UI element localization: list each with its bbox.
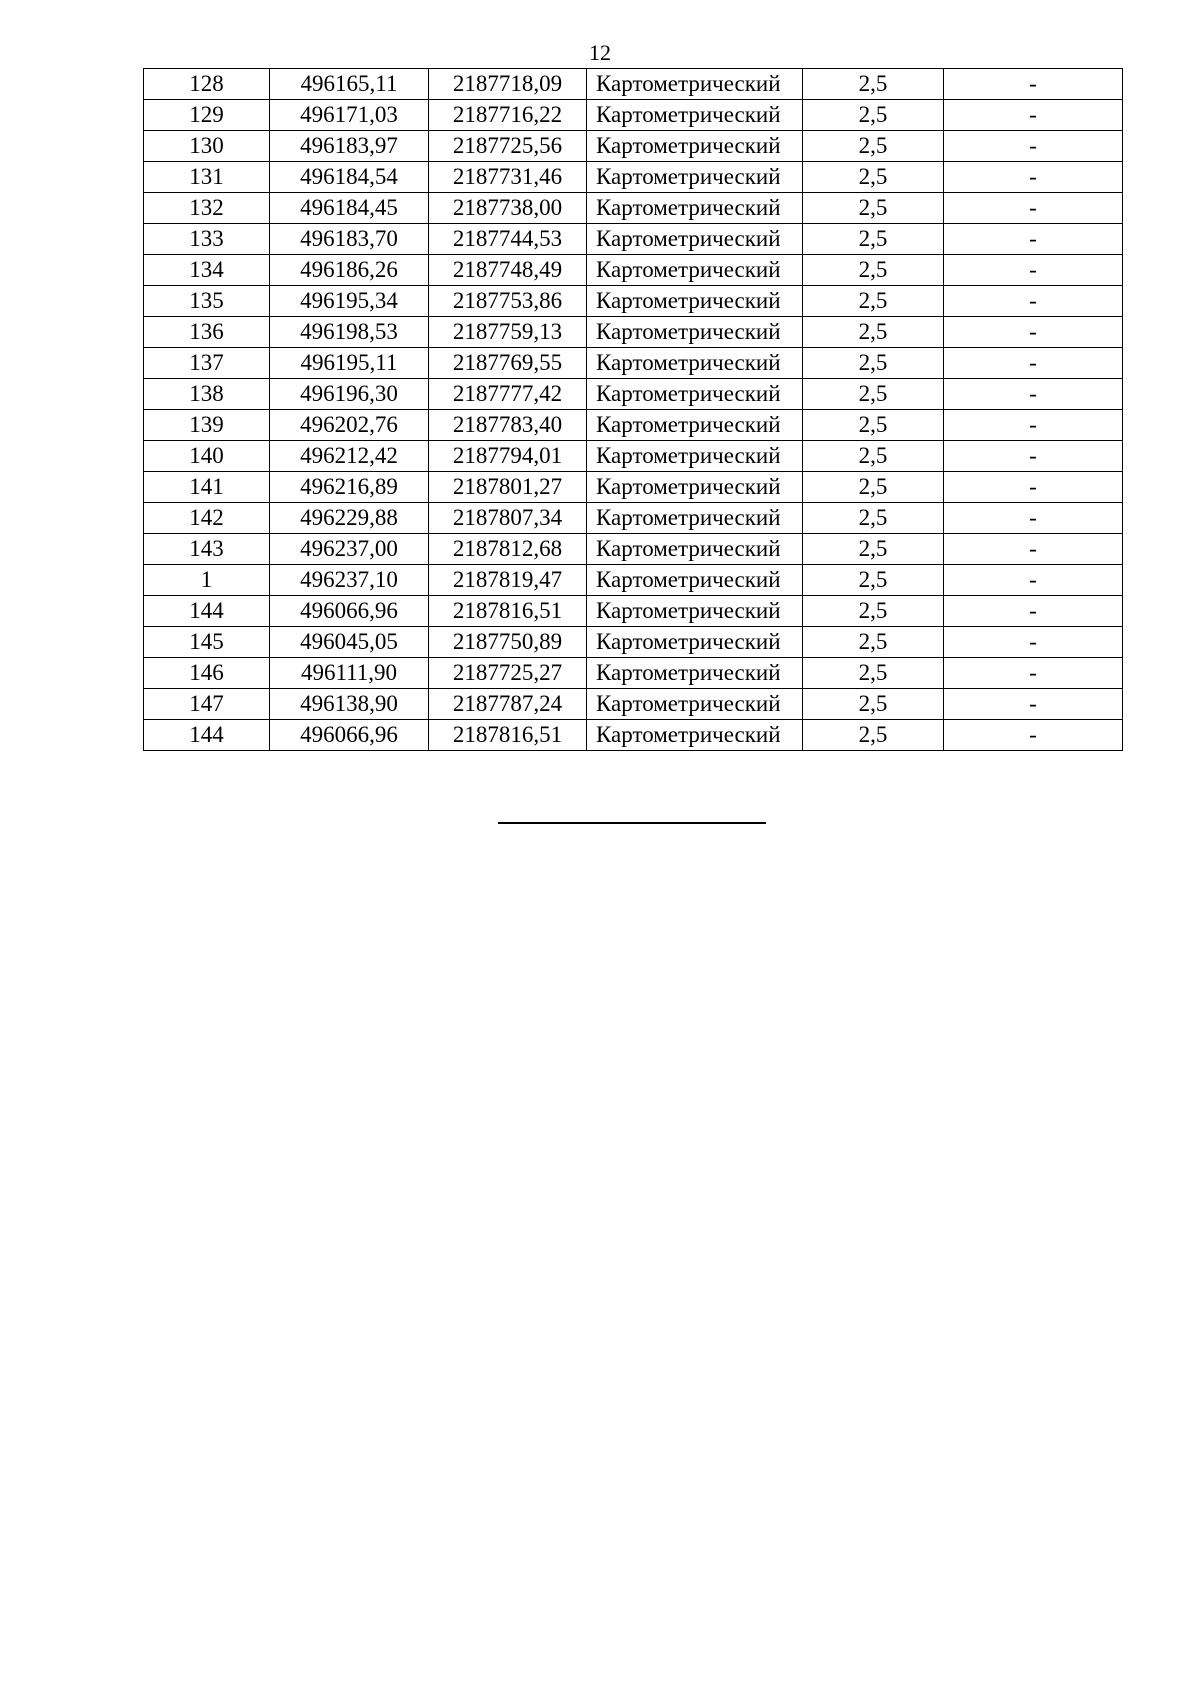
end-rule bbox=[498, 822, 766, 824]
table-row bbox=[144, 317, 1123, 348]
accuracy-cell: 2,5 bbox=[803, 410, 944, 441]
accuracy-cell: 2,5 bbox=[803, 658, 944, 689]
note-cell: - bbox=[944, 720, 1123, 751]
point-number-cell: 138 bbox=[144, 379, 270, 410]
x-coordinate-cell: 496195,11 bbox=[270, 348, 429, 379]
y-coordinate-cell: 2187812,68 bbox=[429, 534, 587, 565]
accuracy-cell: 2,5 bbox=[803, 627, 944, 658]
table-row bbox=[144, 534, 1123, 565]
method-cell: Картометрический bbox=[587, 224, 803, 255]
accuracy-cell: 2,5 bbox=[803, 472, 944, 503]
y-coordinate-cell: 2187725,56 bbox=[429, 131, 587, 162]
point-number-cell: 135 bbox=[144, 286, 270, 317]
table-row bbox=[144, 255, 1123, 286]
accuracy-cell: 2,5 bbox=[803, 379, 944, 410]
method-cell: Картометрический bbox=[587, 441, 803, 472]
y-coordinate-cell: 2187753,86 bbox=[429, 286, 587, 317]
x-coordinate-cell: 496237,10 bbox=[270, 565, 429, 596]
table-row bbox=[144, 441, 1123, 472]
accuracy-cell: 2,5 bbox=[803, 255, 944, 286]
point-number-cell: 139 bbox=[144, 410, 270, 441]
note-cell: - bbox=[944, 472, 1123, 503]
point-number-cell: 141 bbox=[144, 472, 270, 503]
x-coordinate-cell: 496111,90 bbox=[270, 658, 429, 689]
x-coordinate-cell: 496186,26 bbox=[270, 255, 429, 286]
accuracy-cell: 2,5 bbox=[803, 286, 944, 317]
table-row bbox=[144, 286, 1123, 317]
y-coordinate-cell: 2187816,51 bbox=[429, 720, 587, 751]
method-cell: Картометрический bbox=[587, 162, 803, 193]
table-row bbox=[144, 596, 1123, 627]
accuracy-cell: 2,5 bbox=[803, 100, 944, 131]
x-coordinate-cell: 496184,45 bbox=[270, 193, 429, 224]
note-cell: - bbox=[944, 410, 1123, 441]
point-number-cell: 147 bbox=[144, 689, 270, 720]
y-coordinate-cell: 2187748,49 bbox=[429, 255, 587, 286]
x-coordinate-cell: 496195,34 bbox=[270, 286, 429, 317]
note-cell: - bbox=[944, 596, 1123, 627]
point-number-cell: 133 bbox=[144, 224, 270, 255]
table-row bbox=[144, 627, 1123, 658]
point-number-cell: 134 bbox=[144, 255, 270, 286]
table-row bbox=[144, 224, 1123, 255]
note-cell: - bbox=[944, 689, 1123, 720]
table-row bbox=[144, 348, 1123, 379]
method-cell: Картометрический bbox=[587, 286, 803, 317]
x-coordinate-cell: 496216,89 bbox=[270, 472, 429, 503]
y-coordinate-cell: 2187777,42 bbox=[429, 379, 587, 410]
y-coordinate-cell: 2187769,55 bbox=[429, 348, 587, 379]
x-coordinate-cell: 496196,30 bbox=[270, 379, 429, 410]
note-cell: - bbox=[944, 131, 1123, 162]
accuracy-cell: 2,5 bbox=[803, 348, 944, 379]
method-cell: Картометрический bbox=[587, 379, 803, 410]
accuracy-cell: 2,5 bbox=[803, 720, 944, 751]
point-number-cell: 144 bbox=[144, 720, 270, 751]
y-coordinate-cell: 2187759,13 bbox=[429, 317, 587, 348]
note-cell: - bbox=[944, 348, 1123, 379]
note-cell: - bbox=[944, 627, 1123, 658]
point-number-cell: 144 bbox=[144, 596, 270, 627]
note-cell: - bbox=[944, 255, 1123, 286]
accuracy-cell: 2,5 bbox=[803, 131, 944, 162]
note-cell: - bbox=[944, 534, 1123, 565]
method-cell: Картометрический bbox=[587, 627, 803, 658]
accuracy-cell: 2,5 bbox=[803, 317, 944, 348]
y-coordinate-cell: 2187794,01 bbox=[429, 441, 587, 472]
accuracy-cell: 2,5 bbox=[803, 441, 944, 472]
point-number-cell: 145 bbox=[144, 627, 270, 658]
method-cell: Картометрический bbox=[587, 100, 803, 131]
x-coordinate-cell: 496138,90 bbox=[270, 689, 429, 720]
point-number-cell: 128 bbox=[144, 69, 270, 100]
y-coordinate-cell: 2187807,34 bbox=[429, 503, 587, 534]
method-cell: Картометрический bbox=[587, 596, 803, 627]
method-cell: Картометрический bbox=[587, 720, 803, 751]
table-row bbox=[144, 720, 1123, 751]
method-cell: Картометрический bbox=[587, 472, 803, 503]
accuracy-cell: 2,5 bbox=[803, 162, 944, 193]
y-coordinate-cell: 2187783,40 bbox=[429, 410, 587, 441]
method-cell: Картометрический bbox=[587, 317, 803, 348]
table-row bbox=[144, 193, 1123, 224]
page-number: 12 bbox=[589, 40, 611, 65]
table-row bbox=[144, 410, 1123, 441]
coordinates-table bbox=[143, 68, 1123, 751]
table-row bbox=[144, 472, 1123, 503]
x-coordinate-cell: 496183,97 bbox=[270, 131, 429, 162]
method-cell: Картометрический bbox=[587, 193, 803, 224]
table-row bbox=[144, 565, 1123, 596]
method-cell: Картометрический bbox=[587, 534, 803, 565]
x-coordinate-cell: 496212,42 bbox=[270, 441, 429, 472]
note-cell: - bbox=[944, 441, 1123, 472]
note-cell: - bbox=[944, 286, 1123, 317]
y-coordinate-cell: 2187750,89 bbox=[429, 627, 587, 658]
x-coordinate-cell: 496045,05 bbox=[270, 627, 429, 658]
table-row bbox=[144, 162, 1123, 193]
y-coordinate-cell: 2187816,51 bbox=[429, 596, 587, 627]
accuracy-cell: 2,5 bbox=[803, 69, 944, 100]
point-number-cell: 131 bbox=[144, 162, 270, 193]
x-coordinate-cell: 496066,96 bbox=[270, 720, 429, 751]
accuracy-cell: 2,5 bbox=[803, 503, 944, 534]
note-cell: - bbox=[944, 100, 1123, 131]
point-number-cell: 142 bbox=[144, 503, 270, 534]
method-cell: Картометрический bbox=[587, 658, 803, 689]
x-coordinate-cell: 496066,96 bbox=[270, 596, 429, 627]
accuracy-cell: 2,5 bbox=[803, 534, 944, 565]
y-coordinate-cell: 2187744,53 bbox=[429, 224, 587, 255]
table-row bbox=[144, 379, 1123, 410]
y-coordinate-cell: 2187725,27 bbox=[429, 658, 587, 689]
method-cell: Картометрический bbox=[587, 503, 803, 534]
note-cell: - bbox=[944, 224, 1123, 255]
y-coordinate-cell: 2187738,00 bbox=[429, 193, 587, 224]
x-coordinate-cell: 496165,11 bbox=[270, 69, 429, 100]
method-cell: Картометрический bbox=[587, 565, 803, 596]
point-number-cell: 137 bbox=[144, 348, 270, 379]
x-coordinate-cell: 496202,76 bbox=[270, 410, 429, 441]
note-cell: - bbox=[944, 162, 1123, 193]
note-cell: - bbox=[944, 379, 1123, 410]
y-coordinate-cell: 2187819,47 bbox=[429, 565, 587, 596]
x-coordinate-cell: 496237,00 bbox=[270, 534, 429, 565]
point-number-cell: 130 bbox=[144, 131, 270, 162]
x-coordinate-cell: 496229,88 bbox=[270, 503, 429, 534]
method-cell: Картометрический bbox=[587, 255, 803, 286]
x-coordinate-cell: 496183,70 bbox=[270, 224, 429, 255]
method-cell: Картометрический bbox=[587, 410, 803, 441]
y-coordinate-cell: 2187787,24 bbox=[429, 689, 587, 720]
method-cell: Картометрический bbox=[587, 348, 803, 379]
point-number-cell: 1 bbox=[144, 565, 270, 596]
y-coordinate-cell: 2187731,46 bbox=[429, 162, 587, 193]
y-coordinate-cell: 2187716,22 bbox=[429, 100, 587, 131]
point-number-cell: 140 bbox=[144, 441, 270, 472]
note-cell: - bbox=[944, 193, 1123, 224]
method-cell: Картометрический bbox=[587, 131, 803, 162]
point-number-cell: 132 bbox=[144, 193, 270, 224]
accuracy-cell: 2,5 bbox=[803, 689, 944, 720]
x-coordinate-cell: 496198,53 bbox=[270, 317, 429, 348]
table-row bbox=[144, 503, 1123, 534]
x-coordinate-cell: 496184,54 bbox=[270, 162, 429, 193]
note-cell: - bbox=[944, 69, 1123, 100]
accuracy-cell: 2,5 bbox=[803, 596, 944, 627]
y-coordinate-cell: 2187801,27 bbox=[429, 472, 587, 503]
coordinates-table-body bbox=[144, 69, 1123, 751]
table-row bbox=[144, 658, 1123, 689]
method-cell: Картометрический bbox=[587, 689, 803, 720]
x-coordinate-cell: 496171,03 bbox=[270, 100, 429, 131]
accuracy-cell: 2,5 bbox=[803, 224, 944, 255]
accuracy-cell: 2,5 bbox=[803, 193, 944, 224]
table-row bbox=[144, 100, 1123, 131]
point-number-cell: 146 bbox=[144, 658, 270, 689]
y-coordinate-cell: 2187718,09 bbox=[429, 69, 587, 100]
table-row bbox=[144, 69, 1123, 100]
note-cell: - bbox=[944, 503, 1123, 534]
note-cell: - bbox=[944, 565, 1123, 596]
note-cell: - bbox=[944, 658, 1123, 689]
note-cell: - bbox=[944, 317, 1123, 348]
accuracy-cell: 2,5 bbox=[803, 565, 944, 596]
method-cell: Картометрический bbox=[587, 69, 803, 100]
point-number-cell: 143 bbox=[144, 534, 270, 565]
point-number-cell: 136 bbox=[144, 317, 270, 348]
table-row bbox=[144, 689, 1123, 720]
point-number-cell: 129 bbox=[144, 100, 270, 131]
table-row bbox=[144, 131, 1123, 162]
